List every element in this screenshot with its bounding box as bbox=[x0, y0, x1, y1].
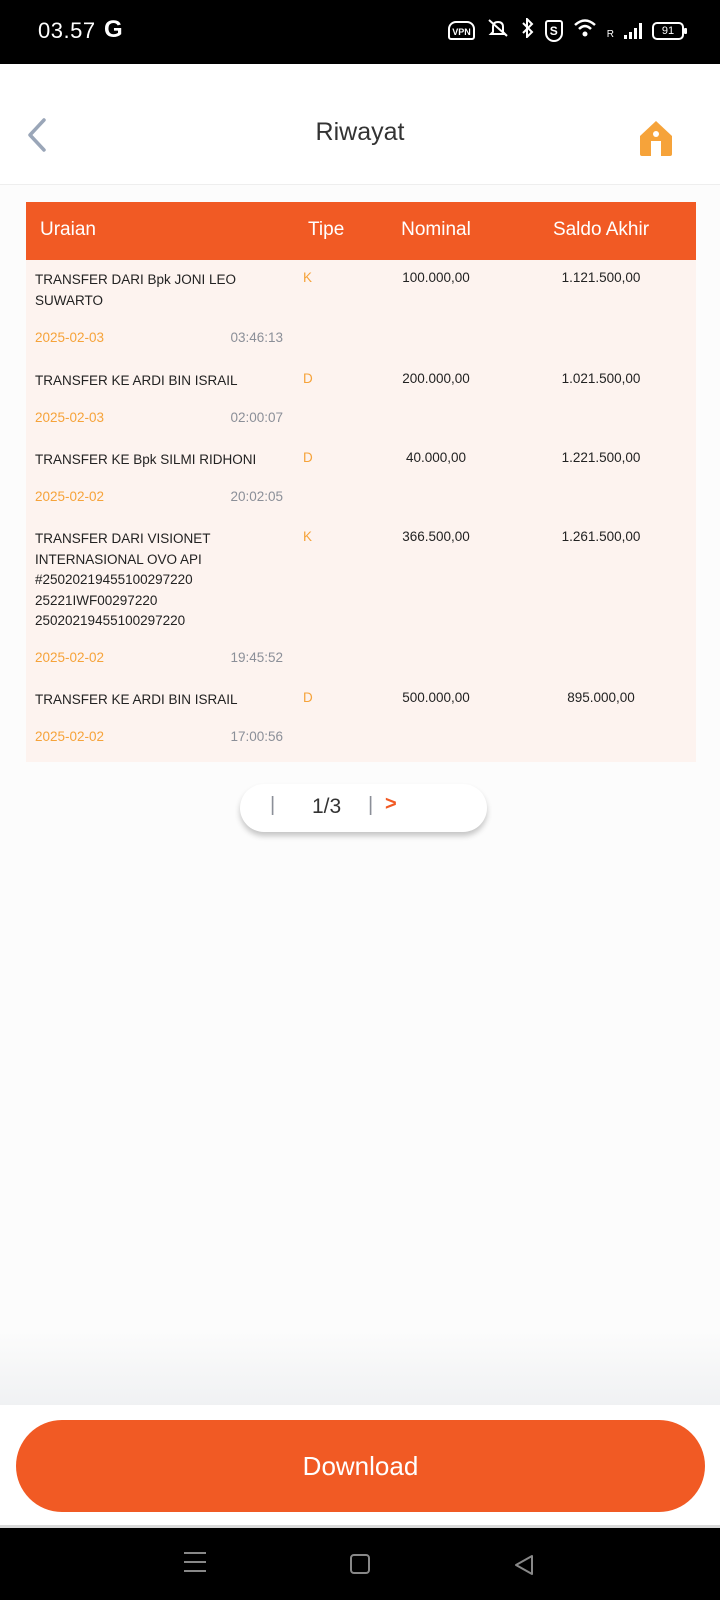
bottom-action-area bbox=[0, 1405, 720, 1525]
row-description: TRANSFER KE Bpk SILMI RIDHONI bbox=[35, 452, 257, 467]
row-date: 2025-02-02 bbox=[35, 729, 105, 744]
shield-icon: S bbox=[545, 20, 563, 42]
triangle-back-icon[interactable] bbox=[512, 1553, 536, 1577]
row-time: 19:45:52 bbox=[230, 650, 283, 665]
table-row[interactable] bbox=[26, 260, 696, 361]
row-time: 02:00:07 bbox=[230, 410, 283, 425]
table-row[interactable] bbox=[26, 519, 696, 680]
row-saldo: 1.261.500,00 bbox=[561, 529, 641, 544]
row-time: 03:46:13 bbox=[230, 330, 283, 345]
column-header-saldo: Saldo Akhir bbox=[552, 219, 650, 240]
bottom-fade bbox=[0, 1330, 720, 1406]
row-type: K bbox=[303, 270, 313, 285]
app-header bbox=[0, 64, 720, 185]
row-type: D bbox=[303, 371, 313, 386]
wifi-icon bbox=[573, 19, 597, 42]
row-date: 2025-02-03 bbox=[35, 330, 105, 345]
download-button[interactable]: Download bbox=[16, 1420, 705, 1512]
row-time: 17:00:56 bbox=[230, 729, 283, 744]
pager-prev-button[interactable]: | bbox=[270, 794, 276, 816]
row-description: TRANSFER KE ARDI BIN ISRAIL bbox=[35, 373, 238, 388]
row-nominal: 200.000,00 bbox=[402, 371, 470, 386]
pager-separator: | bbox=[368, 794, 374, 816]
table-row[interactable] bbox=[26, 440, 696, 519]
row-saldo: 895.000,00 bbox=[567, 690, 635, 705]
column-header-nominal: Nominal bbox=[401, 219, 471, 240]
column-header-tipe: Tipe bbox=[308, 219, 345, 240]
square-icon[interactable] bbox=[350, 1554, 370, 1574]
pager-page-indicator: 1/3 bbox=[312, 795, 342, 818]
page-title: Riwayat bbox=[315, 118, 405, 146]
row-type: D bbox=[303, 690, 313, 705]
pager-next-button[interactable]: > bbox=[385, 793, 397, 815]
column-header-uraian: Uraian bbox=[40, 219, 96, 240]
status-bar bbox=[0, 0, 720, 64]
row-date: 2025-02-03 bbox=[35, 410, 105, 425]
mute-icon bbox=[485, 18, 511, 43]
transaction-table bbox=[26, 202, 696, 762]
row-nominal: 40.000,00 bbox=[405, 450, 467, 465]
row-saldo: 1.221.500,00 bbox=[561, 450, 641, 465]
row-description: TRANSFER DARI Bpk JONI LEO SUWARTO bbox=[35, 272, 237, 308]
row-saldo: 1.121.500,00 bbox=[561, 270, 641, 285]
home-button[interactable] bbox=[636, 118, 676, 158]
battery-icon: 91 bbox=[652, 22, 684, 40]
row-description: TRANSFER DARI VISIONET INTERNASIONAL OVO API #25020219455100297220 25221IWF00297220 25020219455100297220 bbox=[35, 531, 211, 628]
pagination bbox=[240, 784, 487, 832]
row-type: K bbox=[303, 529, 313, 544]
google-icon: G bbox=[104, 16, 123, 43]
roaming-indicator: R bbox=[606, 29, 614, 40]
vpn-icon: VPN bbox=[448, 21, 475, 40]
row-date: 2025-02-02 bbox=[35, 650, 105, 665]
row-description: TRANSFER KE ARDI BIN ISRAIL bbox=[35, 692, 238, 707]
row-type: D bbox=[303, 450, 313, 465]
menu-icon[interactable] bbox=[184, 1552, 206, 1574]
table-row[interactable] bbox=[26, 361, 696, 440]
row-nominal: 100.000,00 bbox=[402, 270, 470, 285]
system-nav-bar bbox=[0, 1525, 720, 1600]
table-row[interactable] bbox=[26, 680, 696, 762]
row-saldo: 1.021.500,00 bbox=[561, 371, 641, 386]
home-icon bbox=[636, 118, 676, 158]
row-nominal: 366.500,00 bbox=[402, 529, 470, 544]
table-header bbox=[26, 202, 696, 260]
bluetooth-icon bbox=[521, 18, 535, 43]
row-time: 20:02:05 bbox=[230, 489, 283, 504]
status-time: 03.57 bbox=[38, 18, 96, 43]
row-nominal: 500.000,00 bbox=[402, 690, 470, 705]
signal-icon bbox=[624, 23, 642, 39]
status-icons bbox=[448, 18, 684, 43]
row-date: 2025-02-02 bbox=[35, 489, 105, 504]
